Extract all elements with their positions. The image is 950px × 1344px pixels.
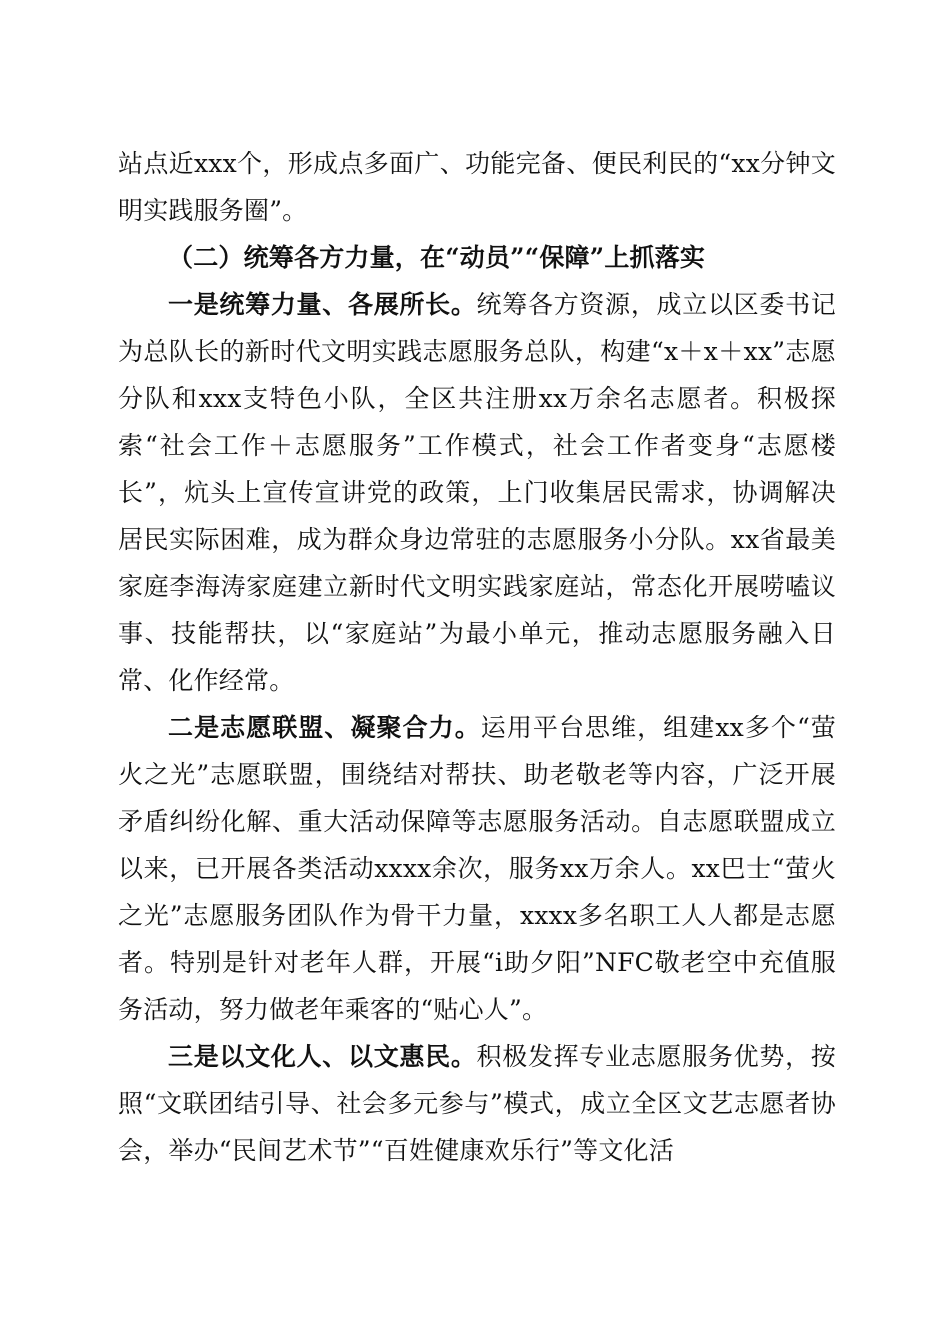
paragraph-1-body: 统筹各方资源，成立以区委书记为总队长的新时代文明实践志愿服务总队，构建“x＋x＋xx”志愿分队和xxx支特色小队，全区共注册xx万余名志愿者。积极探索“社会工作＋志愿服务”工作模式，社会工作者变身“志愿楼长”，炕头上宣传宣讲党的政策，上门收集居民需求，协调解决居民实际困难，成为群众身边常驻的志愿服务小分队。xx省最美家庭李海涛家庭建立新时代文明实践家庭站，常态化开展唠嗑议事、技能帮扶，以“家庭站”为最小单元，推动志愿服务融入日常、化作经常。 [118, 290, 836, 695]
paragraph-3 [118, 1033, 836, 1174]
paragraph-3-body: 积极发挥专业志愿服务优势，按照“文联团结引导、社会多元参与”模式，成立全区文艺志愿者协会，举办“民间艺术节”“百姓健康欢乐行”等文化活 [118, 1042, 836, 1165]
paragraph-2-body: 运用平台思维，组建xx多个“萤火之光”志愿联盟，围绕结对帮扶、助老敬老等内容，广泛开展矛盾纠纷化解、重大活动保障等志愿服务活动。自志愿联盟成立以来，已开展各类活动xxxx余次，服务xx万余人。xx巴士“萤火之光”志愿服务团队作为骨干力量，xxxx多名职工人人都是志愿者。特别是针对老年人群，开展“i助夕阳”NFC敬老空中充值服务活动，努力做老年乘客的“贴心人”。 [118, 713, 836, 1024]
paragraph-3-lead: 三是以文化人、以文惠民。 [168, 1042, 477, 1071]
paragraph-continuation: 站点近xxx个，形成点多面广、功能完备、便民利民的“xx分钟文明实践服务圈”。 [118, 149, 836, 225]
document-page [118, 140, 836, 1174]
paragraph-1-lead: 一是统筹力量、各展所长。 [168, 290, 477, 319]
section-heading: （二）统筹各方力量，在“动员”“保障”上抓落实 [168, 243, 706, 272]
paragraph-2-lead: 二是志愿联盟、凝聚合力。 [168, 713, 481, 742]
paragraph-2 [118, 704, 836, 1033]
paragraph-1 [118, 281, 836, 704]
